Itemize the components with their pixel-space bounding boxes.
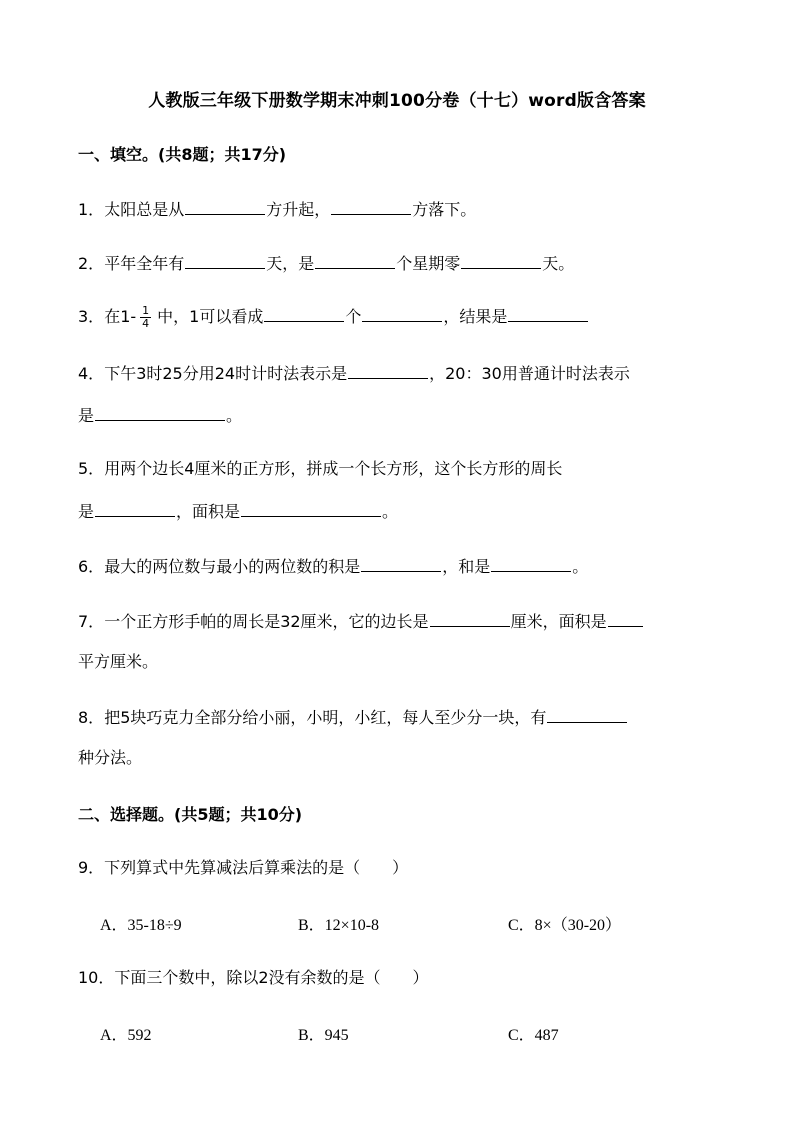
answer-blank[interactable] bbox=[362, 303, 442, 322]
answer-blank[interactable] bbox=[430, 608, 510, 627]
answer-blank[interactable] bbox=[185, 196, 265, 215]
answer-blank[interactable] bbox=[547, 704, 627, 723]
question-7 bbox=[78, 608, 644, 634]
option-c[interactable]: C．8×（30-20） bbox=[508, 917, 622, 934]
section-2-header: 二、选择题。(共5题；共10分) bbox=[78, 805, 303, 824]
answer-blank[interactable] bbox=[461, 250, 541, 269]
question-text: 下午3时25分用24时计时法表示是 bbox=[104, 364, 348, 383]
fraction bbox=[140, 305, 151, 330]
question-9: 9．下列算式中先算减法后算乘法的是（ ） bbox=[78, 858, 409, 877]
question-text: 平方厘米。 bbox=[78, 652, 159, 671]
fraction-numerator: 1 bbox=[142, 304, 150, 317]
answer-blank[interactable] bbox=[95, 402, 225, 421]
question-5-continued bbox=[78, 498, 398, 524]
question-text: ，面积是 bbox=[176, 502, 241, 521]
answer-blank[interactable] bbox=[608, 608, 643, 627]
question-8-continued bbox=[78, 746, 142, 770]
question-5 bbox=[78, 457, 562, 481]
question-text: 平年全年有 bbox=[104, 254, 185, 273]
question-number: 5． bbox=[78, 459, 105, 478]
option-a[interactable]: A．35-18÷9 bbox=[100, 917, 182, 934]
question-text: 把5块巧克力全部分给小丽，小明，小红，每人至少分一块，有 bbox=[104, 708, 547, 727]
answer-blank[interactable] bbox=[315, 250, 395, 269]
question-number: 3． bbox=[78, 307, 105, 326]
answer-blank[interactable] bbox=[264, 303, 344, 322]
question-8 bbox=[78, 704, 628, 730]
question-number: 1． bbox=[78, 200, 105, 219]
question-text: 是 bbox=[78, 502, 95, 521]
question-number: 4． bbox=[78, 364, 105, 383]
question-text: 方落下。 bbox=[412, 200, 477, 219]
question-number: 6． bbox=[78, 557, 105, 576]
question-text: 中，1可以看成 bbox=[157, 307, 264, 326]
question-10: 10．下面三个数中，除以2没有余数的是（ ） bbox=[78, 968, 429, 987]
question-text: 天。 bbox=[542, 254, 575, 273]
question-text: 厘米，面积是 bbox=[510, 612, 607, 631]
question-2 bbox=[78, 250, 574, 276]
question-text: 。 bbox=[572, 557, 589, 576]
question-text: 。 bbox=[382, 502, 399, 521]
question-text: 太阳总是从 bbox=[104, 200, 185, 219]
option-a[interactable]: A．592 bbox=[100, 1027, 152, 1044]
answer-blank[interactable] bbox=[491, 553, 571, 572]
question-text: 一个正方形手帕的周长是32厘米，它的边长是 bbox=[104, 612, 429, 631]
question-number: 8． bbox=[78, 708, 105, 727]
answer-blank[interactable] bbox=[95, 498, 175, 517]
question-6 bbox=[78, 553, 588, 579]
answer-blank[interactable] bbox=[185, 250, 265, 269]
question-text: 在1- bbox=[104, 307, 137, 326]
question-number: 2． bbox=[78, 254, 105, 273]
question-text: 个 bbox=[345, 307, 362, 326]
page-title: 人教版三年级下册数学期末冲刺100分卷（十七）word版含答案 bbox=[148, 91, 646, 111]
question-3 bbox=[78, 303, 589, 330]
fraction-denominator: 4 bbox=[142, 317, 150, 330]
answer-blank[interactable] bbox=[331, 196, 411, 215]
question-text: 方升起， bbox=[266, 200, 331, 219]
answer-blank[interactable] bbox=[361, 553, 441, 572]
question-text: ，结果是 bbox=[443, 307, 508, 326]
option-b[interactable]: B．945 bbox=[298, 1027, 349, 1044]
option-c[interactable]: C．487 bbox=[508, 1027, 559, 1044]
question-text: ，和是 bbox=[442, 557, 491, 576]
question-4-continued bbox=[78, 402, 242, 428]
question-text: 种分法。 bbox=[78, 748, 143, 767]
answer-blank[interactable] bbox=[241, 498, 381, 517]
section-1-header: 一、填空。(共8题；共17分) bbox=[78, 145, 287, 164]
question-text: 最大的两位数与最小的两位数的积是 bbox=[104, 557, 361, 576]
question-text: 天，是 bbox=[266, 254, 315, 273]
answer-blank[interactable] bbox=[508, 303, 588, 322]
question-text: 是 bbox=[78, 406, 95, 425]
option-b[interactable]: B．12×10-8 bbox=[298, 917, 380, 934]
question-4 bbox=[78, 360, 630, 386]
question-7-continued bbox=[78, 650, 158, 674]
question-text: 用两个边长4厘米的正方形，拼成一个长方形，这个长方形的周长 bbox=[104, 459, 563, 478]
question-text: 个星期零 bbox=[396, 254, 461, 273]
question-text: ，20：30用普通计时法表示 bbox=[429, 364, 630, 383]
answer-blank[interactable] bbox=[348, 360, 428, 379]
question-number: 7． bbox=[78, 612, 105, 631]
question-1 bbox=[78, 196, 476, 222]
question-text: 。 bbox=[226, 406, 243, 425]
